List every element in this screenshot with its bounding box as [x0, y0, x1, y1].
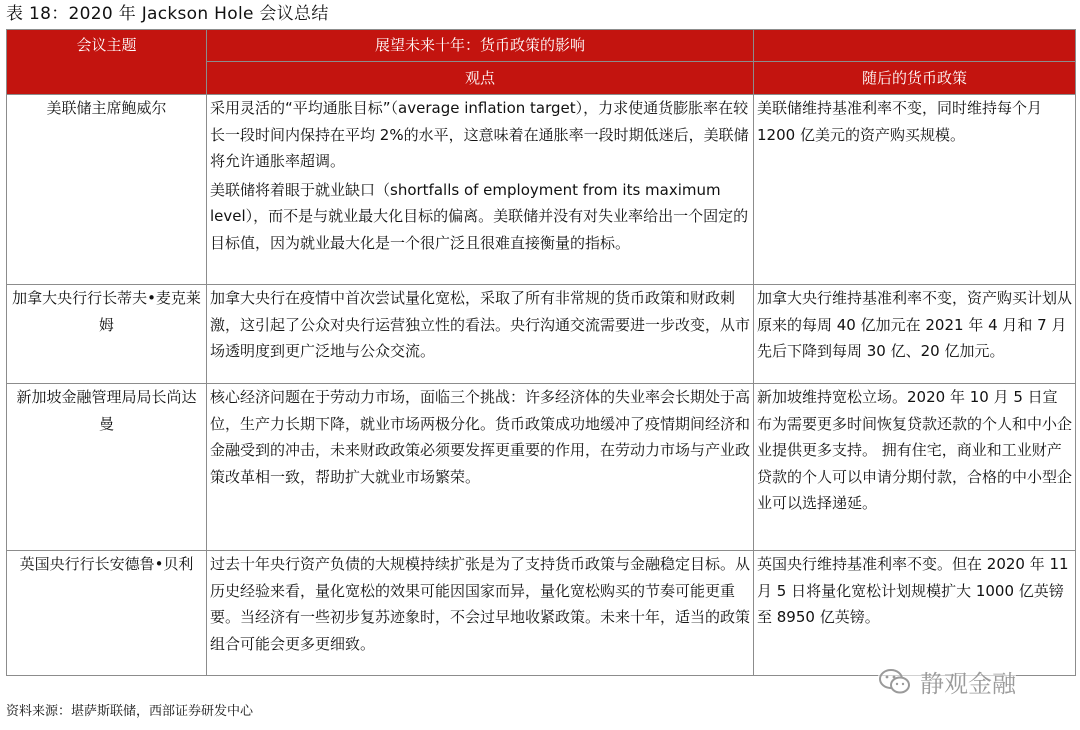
policy-cell: 英国央行维持基准利率不变。但在 2020 年 11 月 5 日将量化宽松计划规模扩大 1000 亿英镑至 8950 亿英镑。: [754, 551, 1076, 676]
speaker-cell: 美联储主席鲍威尔: [7, 95, 207, 285]
view-cell: [207, 95, 754, 285]
header-empty: [754, 30, 1076, 62]
header-view: 观点: [207, 62, 754, 95]
speaker-cell: 加拿大央行行长蒂夫•麦克莱姆: [7, 285, 207, 384]
header-outlook: 展望未来十年：货币政策的影响: [207, 30, 754, 62]
table-row: [7, 95, 1076, 285]
view-paragraph: 核心经济问题在于劳动力市场，面临三个挑战：许多经济体的失业率会长期处于高位，生产力长期下降，就业市场两极分化。货币政策成功地缓冲了疫情期间经济和金融受到的冲击，未来财政政策必须要发挥更重要的作用，在劳动力市场与产业政策改革相一致，帮助扩大就业市场繁荣。: [210, 388, 751, 486]
view-paragraph: 过去十年央行资产负债的大规模持续扩张是为了支持货币政策与金融稳定目标。从历史经验来看，量化宽松的效果可能因国家而异，量化宽松购买的节奏可能更重要。当经济有一些初步复苏迹象时，不会过早地收紧政策。未来十年，适当的政策组合可能会更多更细致。: [210, 555, 751, 653]
view-paragraph: 美联储将着眼于就业缺口（shortfalls of employment from its maximum level），而不是与就业最大化目标的偏离。美联储并没有对失业率给出一个固定的目标值，因为就业最大化是一个很广泛且很难直接衡量的指标。: [210, 180, 749, 252]
speaker-cell: 英国央行行长安德鲁•贝利: [7, 551, 207, 676]
policy-cell: 新加坡维持宽松立场。2020 年 10 月 5 日宣布为需要更多时间恢复贷款还款的个人和中小企业提供更多支持。 拥有住宅，商业和工业财产贷款的个人可以申请分期付款，合格的中小型企业可以选择递延。: [754, 384, 1076, 551]
header-policy: 随后的货币政策: [754, 62, 1076, 95]
policy-cell: 加拿大央行维持基准利率不变，资产购买计划从原来的每周 40 亿加元在 2021 年 4 月和 7 月先后下降到每周 30 亿、20 亿加元。: [754, 285, 1076, 384]
source-note: 资料来源：堪萨斯联储，西部证券研发中心: [6, 704, 254, 719]
table-title: 表 18：2020 年 Jackson Hole 会议总结: [6, 4, 329, 24]
view-cell: [207, 384, 754, 551]
wechat-icon: [878, 668, 912, 696]
policy-cell: 美联储维持基准利率不变，同时维持每个月 1200 亿美元的资产购买规模。: [754, 95, 1076, 285]
view-paragraph: 加拿大央行在疫情中首次尝试量化宽松，采取了所有非常规的货币政策和财政刺激，这引起了公众对央行运营独立性的看法。央行沟通交流需要进一步改变，从市场透明度到更广泛地与公众交流。: [210, 289, 751, 360]
conference-summary-table: [6, 29, 1076, 676]
view-cell: [207, 285, 754, 384]
watermark-text: 静观金融: [920, 670, 1016, 698]
view-cell: [207, 551, 754, 676]
header-topic: 会议主题: [7, 30, 207, 95]
table-row: [7, 384, 1076, 551]
table-row: [7, 551, 1076, 676]
table-row: [7, 285, 1076, 384]
header-row-1: [7, 30, 1076, 62]
watermark: [878, 664, 1016, 699]
speaker-cell: 新加坡金融管理局局长尚达曼: [7, 384, 207, 551]
view-paragraph: 采用灵活的“平均通胀目标”（average inflation target），力求使通货膨胀率在较长一段时间内保持在平均 2%的水平，这意味着在通胀率一段时期低迷后，美联储将允许通胀率超调。: [210, 99, 749, 170]
